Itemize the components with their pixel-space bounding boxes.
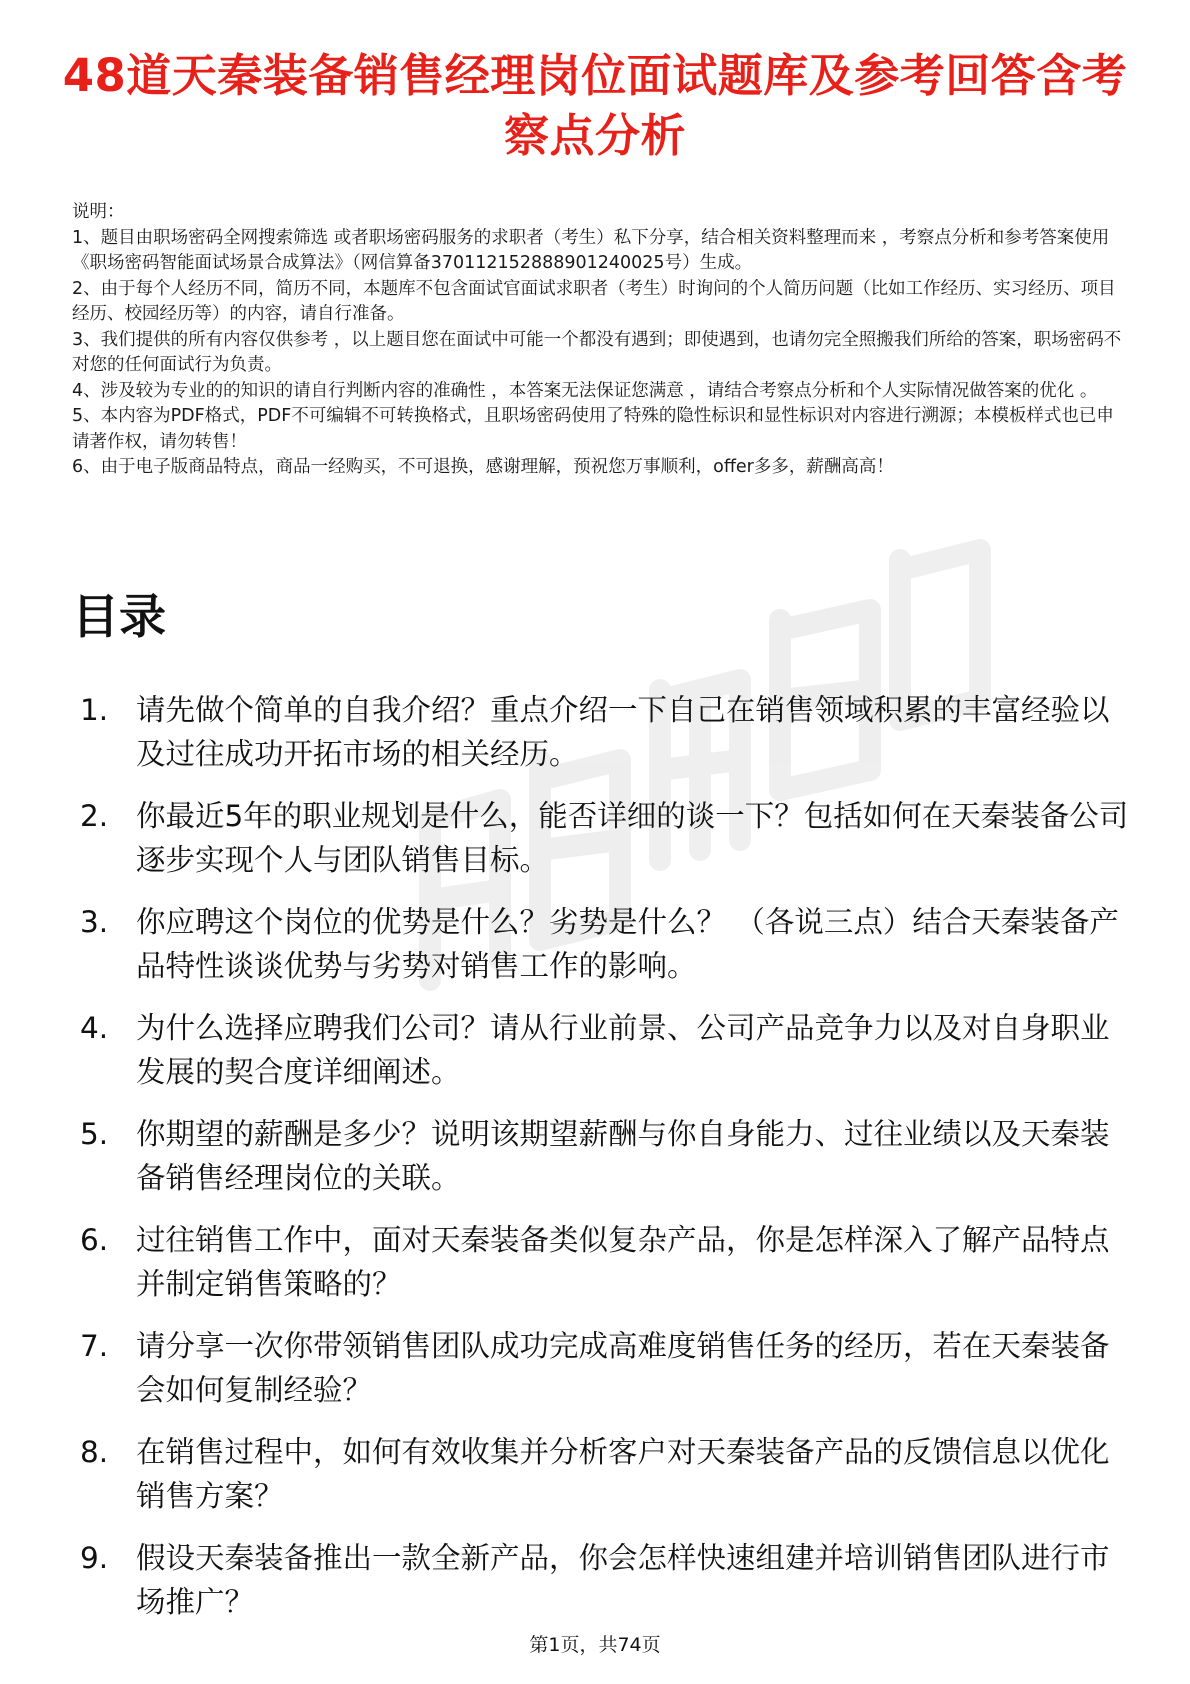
toc-item-text: 假设天秦装备推出一款全新产品，你会怎样快速组建并培训销售团队进行市场推广？ [136,1541,1110,1619]
toc-item-text: 你应聘这个岗位的优势是什么？劣势是什么？ （各说三点）结合天秦装备产品特性谈谈优势与劣势对销售工作的影响。 [136,905,1119,983]
toc-item-number: 6. [80,1223,109,1257]
toc-item-text: 为什么选择应聘我们公司？请从行业前景、公司产品竞争力以及对自身职业发展的契合度详细阐述。 [136,1011,1110,1089]
notes-item: 6、由于电子版商品特点，商品一经购买，不可退换，感谢理解，预祝您万事顺利，offer多多，薪酬高高！ [72,457,894,477]
toc-heading: 目录 [72,590,166,645]
toc-item-text: 你期望的薪酬是多少？说明该期望薪酬与你自身能力、过往业绩以及天秦装备销售经理岗位的关联。 [136,1117,1110,1195]
toc-item [72,900,1130,988]
notes-section [72,200,1122,481]
toc-item-text: 请先做个简单的自我介绍？重点介绍一下自己在销售领域积累的丰富经验以及过往成功开拓市场的相关经历。 [136,693,1110,771]
notes-item: 4、涉及较为专业的的知识的请自行判断内容的准确性 ，本答案无法保证您满意 ，请结合考察点分析和个人实际情况做答案的优化 。 [72,380,1098,401]
toc-item-number: 3. [80,905,109,939]
toc-item-text: 在销售过程中，如何有效收集并分析客户对天秦装备产品的反馈信息以优化销售方案？ [136,1435,1110,1513]
toc-item-text: 请分享一次你带领销售团队成功完成高难度销售任务的经历，若在天秦装备会如何复制经验？ [136,1329,1110,1407]
document-title: 48道天秦装备销售经理岗位面试题库及参考回答含考察点分析 [62,49,1128,162]
notes-item: 3、我们提供的所有内容仅供参考 ，以上题目您在面试中可能一个都没有遇到；即使遇到，也请勿完全照搬我们所给的答案，职场密码不对您的任何面试行为负责。 [72,329,1122,375]
toc-item-number: 7. [80,1329,109,1363]
toc-item [72,794,1130,882]
notes-item: 1、题目由职场密码全网搜索筛选 或者职场密码服务的求职者（考生）私下分享，结合相关资料整理而来 ，考察点分析和参考答案使用《职场密码智能面试场景合成算法》（网信算备370112152888901240025号）生成。 [72,227,1110,273]
toc-item [72,1218,1130,1306]
notes-heading: 说明： [72,202,125,222]
toc-item [72,1430,1130,1518]
toc-item-number: 1. [80,693,109,727]
toc-item-number: 9. [80,1541,109,1575]
toc-item-number: 8. [80,1435,109,1469]
notes-item: 5、本内容为PDF格式，PDF不可编辑不可转换格式，且职场密码使用了特殊的隐性标识和显性标识对内容进行溯源；本模板样式也已申请著作权，请勿转售！ [72,406,1114,452]
toc-item-number: 5. [80,1117,109,1151]
toc-item-text: 你最近5年的职业规划是什么，能否详细的谈一下？包括如何在天秦装备公司逐步实现个人与团队销售目标。 [136,799,1129,877]
toc-item [72,1536,1130,1624]
toc-item [72,1324,1130,1412]
toc-list [72,688,1130,1642]
toc-item [72,1112,1130,1200]
toc-item-number: 4. [80,1011,109,1045]
toc-item [72,1006,1130,1094]
toc-item-number: 2. [80,799,109,833]
notes-item: 2、由于每个人经历不同，简历不同，本题库不包含面试官面试求职者（考生）时询问的个人简历问题（比如工作经历、实习经历、项目经历、校园经历等）的内容，请自行准备。 [72,278,1116,324]
toc-item-text: 过往销售工作中，面对天秦装备类似复杂产品，你是怎样深入了解产品特点并制定销售策略的？ [136,1223,1110,1301]
page-footer: 第1页，共74页 [529,1634,661,1656]
toc-item [72,688,1130,776]
